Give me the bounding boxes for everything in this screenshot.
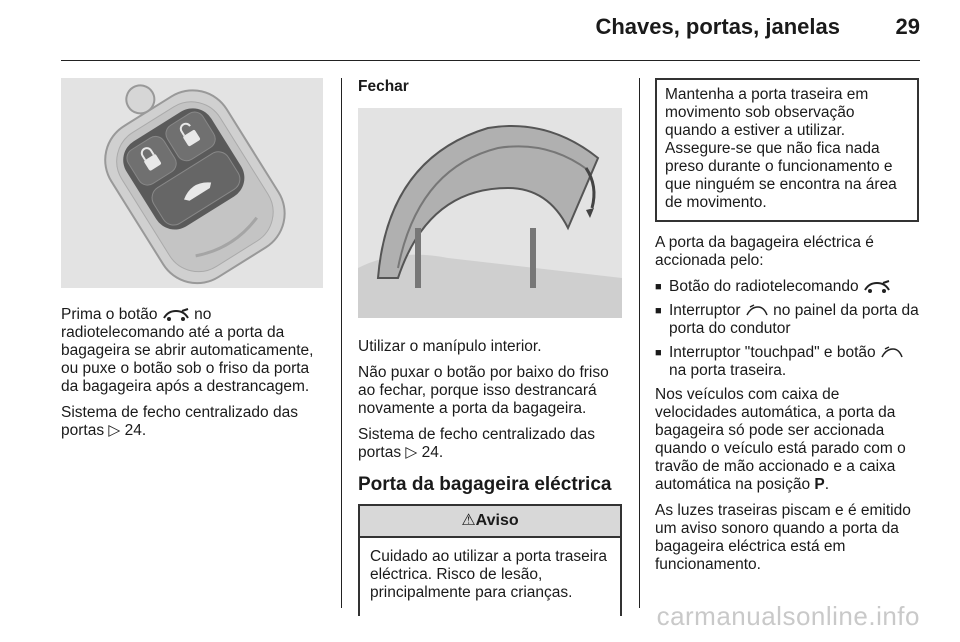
page-number: 29 [895,14,920,39]
column-left [61,78,323,448]
car-tailgate-icon [162,308,190,322]
list-item [655,302,919,338]
section-heading: Porta da bagageira eléctrica [358,474,612,495]
watermark: carmanualsonline.info [656,601,920,631]
paragraph [358,426,622,462]
car-tailgate-icon [863,280,891,294]
paragraph [61,404,323,440]
column-middle [358,78,622,616]
warning-header [360,506,620,538]
column-divider [341,78,342,608]
paragraph: A porta da bagageira eléctrica é accionada pelo: [655,234,874,269]
paragraph [655,386,919,494]
paragraph: Não puxar o botão por baixo do friso ao fechar, porque isso destrancará novamente a porta da bagageira. [358,364,609,417]
notice-box [655,78,919,222]
warning-box [358,504,622,616]
key-fob-illustration [61,78,323,288]
reference-arrow-icon: ▷ [405,444,418,461]
tailgate-switch-icon [745,304,769,318]
page-header [0,0,960,62]
text: no radiotelecomando até a porta da bagageira se abrir automaticamente, ou puxe o botão sob o friso da porta da bagageira após a destrancagem. [61,306,314,395]
paragraph: Utilizar o manípulo interior. [358,338,542,355]
tailgate-icon [358,108,622,318]
list-item [655,278,919,296]
text: Nos veículos com caixa de velocidades automática, a porta da bagageira só pode ser accionada quando o veículo está parado com o travão de mão accionado e a caixa automática na posição [655,386,906,493]
warning-triangle-icon: ⚠ [461,512,476,529]
subheading: Fechar [358,78,409,95]
gear-position: P [814,476,825,493]
chapter-title: Chaves, portas, janelas [595,14,840,39]
list-item [655,344,919,380]
text: na porta traseira. [669,362,787,379]
text: Interruptor "touchpad" e botão [669,344,876,361]
text: . [824,476,830,493]
tailgate-closing-illustration [358,108,622,318]
paragraph: As luzes traseiras piscam e é emitido um aviso sonoro quando a porta da bagageira eléctrica está em funcionamento. [655,502,911,573]
warning-text: Cuidado ao utilizar a porta traseira eléctrica. Risco de lesão, principalmente para crianças. [370,548,607,601]
paragraph [61,306,323,396]
column-divider [639,78,640,608]
text: Botão do radiotelecomando [669,278,859,295]
text: Interruptor [669,302,741,319]
header-rule [61,60,920,61]
text: no painel da porta da porta do condutor [669,302,919,337]
reference-arrow-icon: ▷ [108,422,121,439]
column-right [655,78,919,582]
text: Prima o botão [61,306,158,323]
text: Sistema de fecho centralizado das portas [61,404,298,439]
tailgate-switch-icon [880,346,904,360]
page-reference: 24. [421,444,444,461]
text: Sistema de fecho centralizado das portas [358,426,595,461]
notice-text: Mantenha a porta traseira em movimento sob observação quando a estiver a utilizar. Assegure-se que não fica nada preso durante o funcionamento e que ninguém se encontra na área de movimento. [665,86,897,211]
warning-title: Aviso [475,512,519,529]
key-fob-icon [61,78,323,288]
page-reference: 24. [124,422,147,439]
